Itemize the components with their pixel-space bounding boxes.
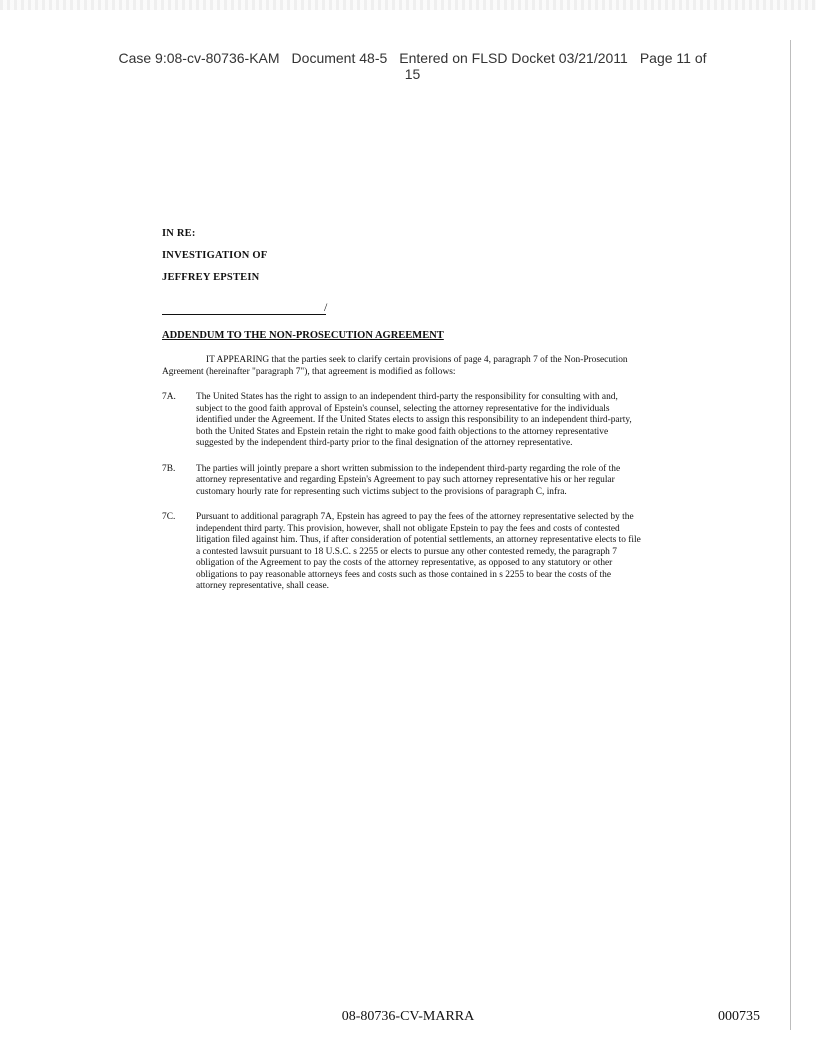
caption-in-re: IN RE:: [162, 228, 196, 239]
header-page-total: 15: [404, 66, 421, 82]
caption-signature-rule: [162, 294, 642, 324]
docket-header-line: [80, 50, 745, 66]
header-page: Page 11 of: [639, 50, 707, 66]
paragraph-text: The United States has the right to assign to an independent third-party the responsibility for consulting with and, subject to the good faith approval of Epstein's counsel, selecting the attorney representative for the individuals identified under the Agreement. If the United States elects to assign this responsibility to an independent third-party, both the United States and Epstein retain the right to make good faith objections to the attorney representative suggested by the independent third-party prior to the final designation of the attorney representative.: [196, 392, 632, 448]
paragraph-text: The parties will jointly prepare a short written submission to the independent third-party regarding the role of the attorney representative and regarding Epstein's Agreement to pay such attorney representative his or her regular customary hourly rate for representing such victims subject to the provisions of paragraph C, infra.: [196, 463, 621, 497]
caption-rule-line: [162, 314, 326, 315]
caption-investigation: INVESTIGATION OF: [162, 250, 268, 261]
scan-edge-top: [0, 0, 816, 10]
intro-paragraph: IT APPEARING that the parties seek to clarify certain provisions of page 4, paragraph 7 of the Non-Prosecution Agreement (hereinafter "paragraph 7"), that agreement is modified as follows:: [162, 355, 628, 377]
scan-edge-right: [790, 40, 791, 1030]
paragraph-7b: [162, 464, 642, 499]
paragraph-number: 7C.: [162, 512, 176, 522]
header-document: Document 48-5: [291, 50, 388, 66]
paragraph-number: 7A.: [162, 392, 176, 402]
paragraph-text: Pursuant to additional paragraph 7A, Epstein has agreed to pay the fees of the attorney representative selected by the independent third party. This provision, however, shall not obligate Epstein to pay the fees and costs of contested litigation filed against him. Thus, if after consideration of potential settlements, an attorney representative elects to file a contested lawsuit pursuant to 18 U.S.C. s 2255 or elects to pursue any other contested remedy, the paragraph 7 obligation of the Agreement to pay the costs of the attorney representative, as opposed to any statutory or other obligations to pay reasonable attorneys fees and costs such as those contained in s 2255 to bear the costs of the attorney representative, shall cease.: [196, 512, 641, 591]
addendum-title: ADDENDUM TO THE NON-PROSECUTION AGREEMENT: [162, 330, 444, 341]
paragraph-number: 7B.: [162, 463, 176, 474]
header-entered: Entered on FLSD Docket 03/21/2011: [399, 50, 628, 66]
paragraph-7a: [162, 392, 642, 450]
docket-header: [80, 50, 745, 82]
header-case: Case 9:08-cv-80736-KAM: [118, 50, 280, 66]
footer-bates-number: 000735: [718, 1009, 760, 1024]
caption-slash: /: [324, 300, 328, 314]
caption-name: JEFFREY EPSTEIN: [162, 272, 260, 283]
document-body: [162, 228, 642, 593]
footer-case-number: 08-80736-CV-MARRA: [341, 1009, 475, 1024]
paragraph-7c: [162, 512, 642, 593]
